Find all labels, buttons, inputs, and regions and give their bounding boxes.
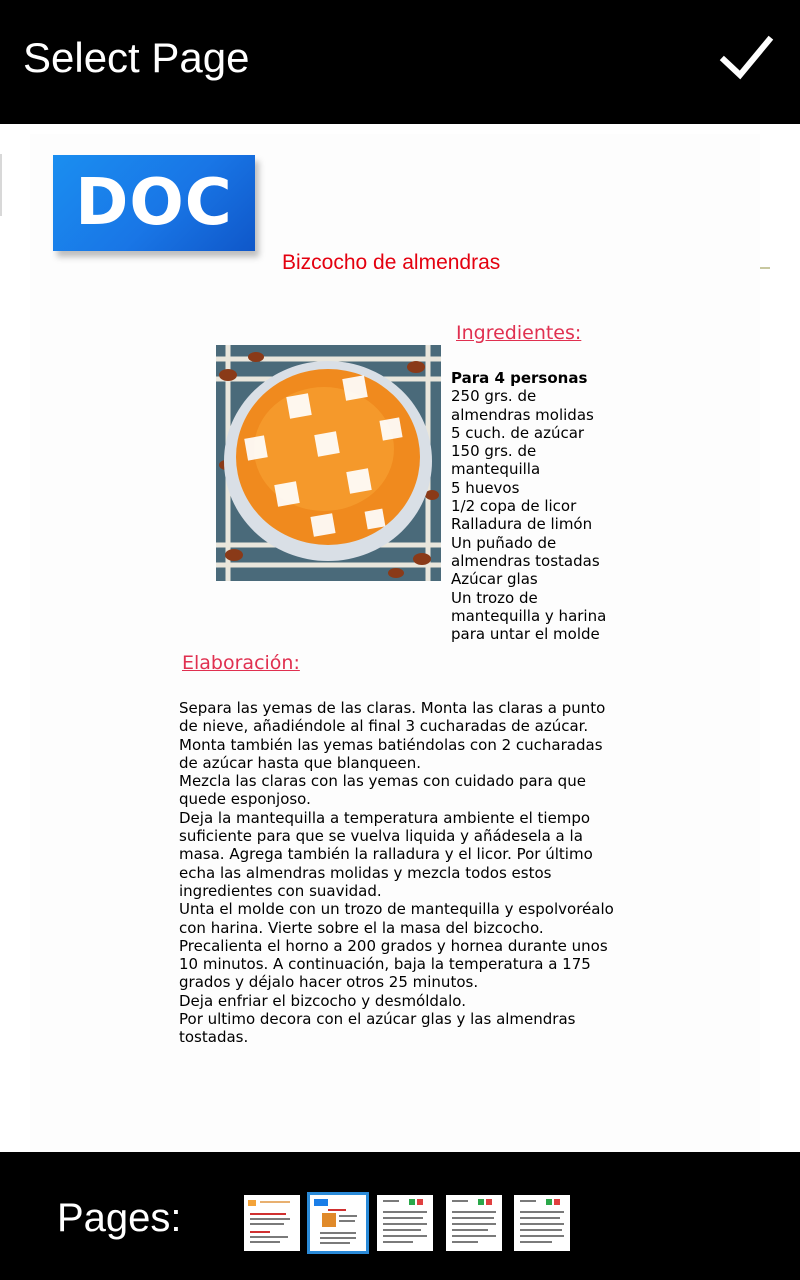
top-app-bar <box>0 0 800 124</box>
page-thumbnail-1[interactable] <box>244 1195 300 1251</box>
ingredient-line: 5 cuch. de azúcar <box>451 423 585 442</box>
method-line: echa las almendras molidas y mezcla todos estos <box>179 863 552 882</box>
pages-label: Pages: <box>57 1196 182 1240</box>
doc-logo <box>53 155 255 251</box>
method-line: tostadas. <box>179 1028 249 1047</box>
page-preview <box>0 124 800 1152</box>
recipe-title: Bizcocho de almendras <box>282 251 501 274</box>
ingredient-line: almendras tostadas <box>451 551 600 570</box>
ingredient-line: para untar el molde <box>451 625 600 644</box>
page-thumbnail-4[interactable] <box>446 1195 502 1251</box>
cake-photo <box>216 345 441 581</box>
ingredient-line: mantequilla <box>451 460 541 479</box>
ingredient-line: 1/2 copa de licor <box>451 497 577 516</box>
ingredient-line: 150 grs. de <box>451 442 537 461</box>
method-line: Unta el molde con un trozo de mantequilla y espolvoréalo <box>179 900 614 919</box>
ingredients-list <box>451 369 671 643</box>
method-line: Separa las yemas de las claras. Monta las claras a punto <box>179 699 606 717</box>
ingredient-line: 250 grs. de <box>451 387 537 406</box>
ingredient-line: 5 huevos <box>451 478 520 497</box>
method-line: suficiente para que se vuelva liquida y añádesela a la <box>179 827 583 846</box>
ingredient-line: Un puñado de <box>451 533 557 552</box>
page-selector-bar <box>0 1152 800 1280</box>
servings: Para 4 personas <box>451 369 588 387</box>
page-mark <box>760 267 770 269</box>
method-line: masa. Agrega también la ralladura y el licor. Por último <box>179 845 593 864</box>
ingredients-heading: Ingredientes: <box>456 322 582 344</box>
method-line: de nieve, añadiéndole al final 3 cucharadas de azúcar. <box>179 717 589 736</box>
method-line: Precalienta el horno a 200 grados y hornea durante unos <box>179 936 608 955</box>
page-edge <box>0 154 2 216</box>
page-thumbnail-3[interactable] <box>377 1195 433 1251</box>
method-text <box>179 699 639 1047</box>
method-line: 10 minutos. A continuación, baja la temperatura a 175 <box>179 955 591 974</box>
ingredient-line: Ralladura de limón <box>451 515 593 534</box>
ingredient-line: mantequilla y harina <box>451 606 607 625</box>
page-thumbnail-5[interactable] <box>514 1195 570 1251</box>
ingredient-line: Azúcar glas <box>451 570 538 589</box>
method-line: Deja la mantequilla a temperatura ambiente el tiempo <box>179 808 591 827</box>
method-line: Monta también las yemas batiéndolas con 2 cucharadas <box>179 735 603 754</box>
method-line: de azúcar hasta que blanqueen. <box>179 753 421 772</box>
method-line: ingredientes con suavidad. <box>179 881 382 900</box>
method-heading: Elaboración: <box>182 652 300 674</box>
method-line: quede esponjoso. <box>179 790 311 809</box>
method-line: Mezcla las claras con las yemas con cuidado para que <box>179 772 586 791</box>
method-line: Deja enfriar el bizcocho y desmóldalo. <box>179 991 466 1010</box>
ingredient-line: almendras molidas <box>451 405 594 424</box>
screen-title: Select Page <box>23 34 250 81</box>
method-line: Por ultimo decora con el azúcar glas y las almendras <box>179 1010 576 1029</box>
page-thumbnail-2[interactable] <box>310 1195 366 1251</box>
doc-logo-text: DOC <box>75 166 233 240</box>
checkmark-icon[interactable] <box>716 30 776 86</box>
method-line: con harina. Vierte sobre el la masa del bizcocho. <box>179 918 544 937</box>
ingredient-line: Un trozo de <box>451 588 538 607</box>
method-line: grados y déjalo hacer otros 25 minutos. <box>179 973 479 992</box>
